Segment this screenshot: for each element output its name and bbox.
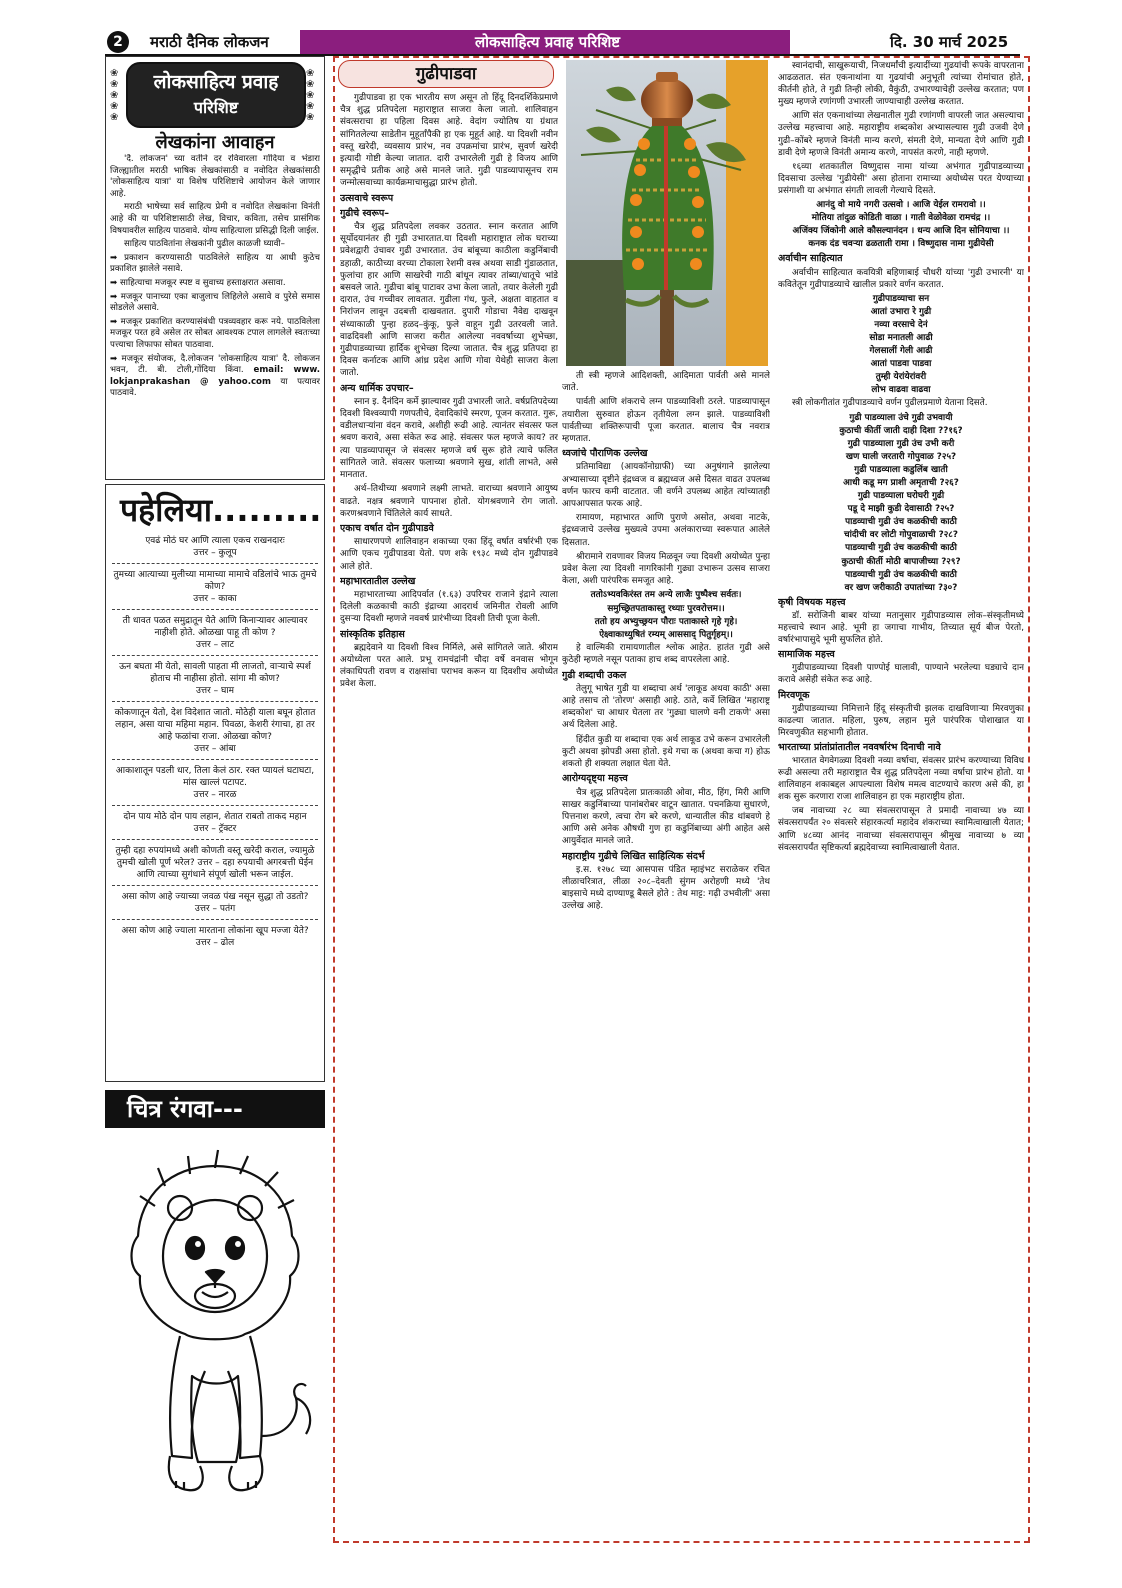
article-paragraph: हे वाल्मिकी रामायणातील श्लोक आहेत. हातंत गुढी असे कुठेही म्हणले नसून पताका हाच शब्द वापरलेला आहे. — [562, 643, 770, 666]
article-paragraph: अर्वाचीन साहित्यात कवयित्री बहिणाबाई चौधरी यांच्या 'गुढी उभारनी' या कवितेतून गुढीपाडव्याचे खालील प्रकारे वर्णन करतात. — [778, 267, 1024, 290]
article-paragraph: चैत्र शुद्ध प्रतिपदेला लवकर उठतात. स्नान करतात आणि सूर्योदयानंतर ही गुढी उभारतात.या दिवशी महाराष्ट्रात लोक घराच्या प्रवेशद्वारी उंचावर गुढी उभारतात. उंच बांबूच्या काठीला कडुनिंबाची डहाळी, काठीच्या वरच्या टोकाला रेशमी वस्त्र अथवा साडी गुंडाळतात, फुलांचा हार आणि साखरेची गाठी बांधून त्यावर तांब्या/धातूचे भांडे बसवले जाते. गुढीचा बांबू पाटावर उभा केला जातो, तयार केलेली गुढी दारात, उंच गच्चीवर लावतात. गुढीला गंध, फुले, अक्षता वाहतात व निरांजन लावून उदबत्ती दाखवतात. दुपारी गोडाचा नैवेद्य दाखवून संध्याकाळी पुन्हा हळद–कुंकू, फुले वाहून गुढी उतरवली जाते. वाढदिवशी आणि साजरा करीत आलेल्या नववर्षाच्या शुभेच्छा, गुढीपाडव्याच्या हार्दिक शुभेच्छा दिल्या जातात. चैत्र शुद्ध प्रतिपदा हा दिवस कर्नाटक आणि आंध्र प्रदेश आणि गोवा येथेही साजरा केला जातो. — [340, 222, 558, 379]
arrow-bullet-icon: ➡ — [110, 316, 118, 327]
section-heading: सांस्कृतिक इतिहास — [340, 628, 405, 640]
verse-line: गुढी पाडव्याला कडुलिंब खाती — [854, 464, 948, 475]
article-paragraph: पार्वती आणि शंकराचे लग्न पाडव्याविशी ठरले. पाडव्यापासून तयारीला सुरुवात होऊन तृतीयेला लग्न झाले. पाडव्याविशी पार्वतीच्या शक्तिरूपाची पूजा करतात. बालाच चैत्र नवरात्र म्हणतात. — [562, 397, 770, 445]
issue-date: दि. 30 मार्च 2025 — [890, 33, 1009, 51]
flourish-right: ❀ ❀ ❀ ❀ ❀ — [306, 68, 315, 123]
article-title: गुढीपाडवा — [338, 60, 554, 88]
riddle-question: असा कोण आहे ज्याच्या जवळ पंख नसून सुद्धा तो उडतो? — [121, 892, 309, 902]
address-block — [110, 354, 320, 400]
verse-line: अजिंक्य जिंकोनी आले कौसल्यानंदन । धन्य आजि दिन सोनियाचा ।। — [792, 226, 1010, 237]
riddle-item — [112, 806, 318, 840]
verse-line: कनक दंड चवऱ्या ढळताती रामा । विष्णुदास नामा गुढीयेसी — [808, 239, 994, 250]
supplement-banner — [126, 62, 306, 128]
verse-line: ततोऽभ्यवकिरंस्त तम अन्ये लाजैः पुष्पैश्च सर्वतः। — [590, 590, 742, 601]
verse-line: आतां पाडवा पाडवा — [870, 359, 932, 370]
riddle-question: तुम्ही दहा रुपयांमध्ये अशी कोणती वस्तू खरेदी कराल, ज्यामुळे तुमची खोली पूर्ण भरेल? उत्तर – दहा रुपयाची अगरबत्ती घेईन आणि त्याच्या सुगंधाने संपूर्ण खोली भरून जाईल. — [115, 846, 315, 880]
arrow-bullet-icon: ➡ — [110, 291, 118, 302]
riddle-question: ती धावत पळत समुद्रातून येते आणि किनाऱ्यावर आल्यावर नाहीशी होते. ओळखा पाहू ती कोण ? — [122, 616, 308, 638]
article-paragraph: डॉ. सरोजिनी बाबर यांच्या मतानुसार गुढीपाडव्यास लोक–संस्कृतीमध्ये महत्त्वाचे स्थान आहे. भूमी हा जगाचा गाभीय, तिच्यात सूर्य बीज पेरतो, वर्षारंभापासुदे भूमी सुफलित होते. — [778, 610, 1024, 646]
riddle-item — [112, 530, 318, 564]
section-heading: एकाच वर्षात दोन गुढीपाडवे — [340, 522, 434, 534]
rule-item — [110, 278, 320, 290]
riddle-question: ऊन बघता मी येतो, सावली पाहता मी लाजतो, वाऱ्याचे स्पर्श होताच मी नाहीसा होतो. सांगा मी कोण? — [119, 662, 311, 684]
article-column-2 — [562, 370, 770, 1538]
verse-line: लोभ वाढवा वाढवा — [871, 385, 931, 396]
verse-line: पाडव्याची गुढी उंच कळकीची काठी — [845, 517, 957, 528]
section-heading: ध्वजांचे पौराणिक उल्लेख — [562, 448, 648, 460]
riddle-answer: उत्तर – ढोल — [195, 938, 235, 948]
riddles-list — [112, 530, 318, 1078]
article-column-3 — [778, 60, 1024, 1538]
verse-line: खण घाली जरतारी गोपुवाळ ?२५? — [845, 451, 957, 462]
riddle-answer: उत्तर – कुलूप — [193, 548, 237, 558]
rule-item — [110, 292, 320, 315]
article-paragraph: स्वानंदाची, साखुरूयाची, निजधर्मांची इत्यादींच्या गुढयांची रूपके वापरताना आढळतात. संत एकनाथांना या गुढयांची अनुभूती त्यांच्या रोमांचात होते, कीर्तनी होते, ते गुढी तिन्ही लोकी, वैकुंठी, उभारण्याचेही उल्लेख करतात; पण मुख्य म्हणजे रणांगणी उभारली जाण्याचाही उल्लेख करतात. — [778, 61, 1024, 108]
article-paragraph: आणि संत एकनाथांच्या लेखनातील गुढी रणांगणी वापरली जात असल्याचा उल्लेख महत्त्वाचा आहे. महाराष्ट्रीय शब्दकोश अभ्यासल्यास गुढी उजवी देणे गुढी–कोंबरे म्हणजे विनंती मान्य करणे, संमती देणे, मान्यता देणे आणि गुढी डावी देणे म्हणजे विनंती अमान्य करणे, नापसंत करणे, नाही म्हणणे. — [778, 111, 1024, 158]
section-heading: अर्वाचीन साहित्यात — [778, 253, 843, 265]
page-number: 2 — [107, 31, 129, 53]
article-paragraph: श्रीरामाने रावणावर विजय मिळवून ज्या दिवशी अयोध्येत पुन्हा प्रवेश केला त्या दिवशी नागरिकांनी गुढ्या उभारून उत्सव साजरा केला, अशी पारंपरिक समजूत आहे. — [562, 551, 770, 587]
article-paragraph: ब्रह्मदेवाने या दिवशी विश्व निर्मिले, असे सांगितले जाते. श्रीराम अयोध्येला परत आले. प्रभू रामचंद्रांनी चौदा वर्षे वनवास भोगून लंकाधिपती रावण व राक्षसांचा पराभव करून या दिवशीच अयोध्येत प्रवेश केला. — [340, 642, 558, 690]
riddle-item — [112, 920, 318, 953]
article-paragraph: चैत्र शुद्ध प्रतिपदेला प्रातःकाळी ओवा, मीठ, हिंग, मिरी आणि साखर कडुनिंबाच्या पानांबरोबर वाटून खातात. पचनक्रिया सुधारणे, पित्तनाश करणे, त्वचा रोग बरे करणे, धान्यातील कीड थांबवणे हे आणि असे अनेक औषधी गुण हा कडुनिंबाच्या अंगी आहेत असे आयुर्वेदात मानले जाते. — [562, 787, 770, 847]
appeal-paragraph: साहित्य पाठवितांना लेखकांनी पुढील काळजी घ्यावी– — [124, 239, 285, 250]
verse-line: आतां उभारा रे गुढी — [870, 306, 932, 317]
email-text[interactable]: email: www. lokjanprakashan @ yahoo.com — [110, 365, 320, 387]
arrow-bullet-icon: ➡ — [110, 252, 118, 263]
paper-name: मराठी दैनिक लोकजन — [150, 33, 269, 51]
banner-subtitle: परिशिष्ट — [193, 98, 239, 117]
article-paragraph: गुढीपाडव्याच्या निमित्ताने हिंदू संस्कृतीची झलक दाखविणाऱ्या मिरवणुका काढल्या जातात. महिला, पुरुष, लहान मुले पारंपरिक पोशाखात या मिरवणुकीत सहभागी होतात. — [778, 703, 1024, 738]
arrow-bullet-icon: ➡ — [110, 277, 118, 288]
riddle-question: कोकणातून येतो, देश विदेशात जातो. मोठेही याला बघून होतात लहान, असा याचा महिमा महान. पिवळा, केशरी रंगाचा, हा तर आहे फळांचा राजा. ओळखा कोण? — [114, 708, 316, 742]
riddle-item — [112, 702, 318, 760]
verse-line: गुढी पाडव्याला उंचे गुढी उभवायी — [849, 412, 953, 423]
verse-line: आधी कडू मग प्राशी अमृताची ?२६? — [843, 478, 959, 488]
section-heading: मिरवणूक — [778, 689, 810, 701]
photo-caption: ती स्त्री म्हणजे आदिशक्ती, आदिमाता पार्वती असे मानले जाते. — [562, 371, 770, 394]
appeal-paragraph: मराठी भाषेच्या सर्व साहित्य प्रेमी व नवोदित लेखकांना विनंती आहे की या परिशिष्टासाठी लेख, विचार, कविता, तसेच प्रासंगिक विषयावरील साहित्य पाठवावे. योग्य साहित्याला प्रसिद्धी दिली जाईल. — [110, 202, 320, 236]
section-heading: भारताच्या प्रांतांप्रांतातील नववर्षारंभ दिनाची नावे — [778, 741, 941, 753]
section-heading: गुढी शब्दाची उकल — [562, 669, 627, 681]
rule-text: प्रकाशन करण्यासाठी पाठविलेले साहित्य या आधी कुठेच प्रकाशित झालेले नसावे. — [110, 252, 320, 275]
riddle-answer: उत्तर – पतंग — [194, 904, 236, 914]
verse-line: गुढीपाडव्याचा सन — [872, 293, 930, 304]
arrow-bullet-icon: ➡ — [110, 353, 118, 364]
riddle-item — [112, 656, 318, 702]
rule-item — [110, 317, 320, 352]
banner-title: लोकसाहित्य प्रवाह — [153, 71, 279, 93]
verse-line: कुठाची कीर्ती जाती दाही दिशा ??१६? — [839, 425, 963, 436]
section-heading: आरोग्यदृष्ट्या महत्त्व — [562, 773, 628, 785]
article-paragraph: तेलुगू भाषेत गुडी या शब्दाचा अर्थ 'लाकूड अथवा काठी' असा आहे तसाच तो 'तोरण' असाही आहे. ठाते, कर्वे लिखित 'महाराष्ट्र शब्दकोश' चा आधार घेतला तर 'गुढ्या घालणे वनी टाकणे' असा अर्थ दिलेला आहे. — [562, 683, 770, 731]
article-column-1 — [340, 92, 558, 1538]
verse-line: पडू दे माझी कुडी देवासाठी ?२५? — [847, 504, 955, 515]
riddle-answer: उत्तर – घाम — [195, 686, 235, 696]
riddle-answer: उत्तर – ट्रॅक्टर — [193, 824, 237, 834]
rule-text: मजकूर प्रकाशित करण्यासंबंधी पत्रव्यवहार करू नये. पाठविलेला मजकूर परत हवे असेल तर सोबत आवश्यक टपाल लागलेले स्वतःच्या पत्त्याचा लिफाफा सोबत पाठवावा. — [110, 316, 320, 350]
riddle-question: तुमच्या आत्याच्या मुलीच्या मामाच्या मामाचे वडिलांचे भाऊ तुमचे कोण? — [113, 570, 317, 592]
riddle-question: आकाशातून पडली धार, तिला केलं ठार. रक्त प्यायलं घटाघटा, मांस खाल्लं पटापट. — [115, 766, 315, 788]
article-paragraph: महाभारताच्या आदिपर्वात (१.६३) उपरिचर राजाने इंद्राने त्याला दिलेली कळकाची काठी इंद्राच्या आदरार्थ जमिनीत रोवली आणि दुसऱ्या दिवशी म्हणजे नववर्ष प्रारंभीच्या दिवशी तिची पूजा केली. — [340, 589, 558, 625]
rule-text: साहित्याचा मजकूर स्पष्ट व सुवाच्य हस्ताक्षरात असावा. — [119, 277, 286, 288]
colouring-title: चित्र रंगवा--- — [105, 1090, 325, 1128]
verse-line: गेलसालीं गेली आढी — [869, 346, 933, 357]
article-paragraph: जब नावाच्या २८ व्या संवत्सरापासून ते प्रमादी नावाच्या ४७ व्या संवत्सरापर्यंत २० संवत्सरे संहारकर्त्या महादेव शंकराच्या स्वामित्वाखाली येतात; आणि ४८व्या आनंद नावाच्या संवत्सरापासून श्रीमुख नावाच्या ७ व्या संवत्सरापर्यंत सृष्टिकर्त्या ब्रह्मदेवाच्या स्वामित्वाखाली येतात. — [778, 806, 1024, 853]
riddle-item — [112, 840, 318, 886]
verse-line: ततो हय अभ्युच्छ्रयन पौराः पताकास्ते गृहे गृहे। — [594, 616, 738, 627]
section-heading: अन्य धार्मिक उपचार– — [340, 382, 414, 394]
section-heading: गुढीचे स्वरूप– — [340, 207, 390, 219]
riddle-answer: उत्तर – आंबा — [194, 744, 236, 754]
article-paragraph: प्रतिमाविद्या (आयकॉनोग्राफी) च्या अनुषंगाने झालेल्या अभ्यासाच्या दृष्टीने इंद्रध्वज व ब्रह्मध्वज असे दिसत वाढत उपलब्ध वर्णन फारच कमी वाटतात. जी वर्णने उपलब्ध आहेत त्यांच्यातही आपआपसात फरक आहे. — [562, 462, 770, 510]
verse-line: आनंदु वो माये नगरी उत्सवो । आजि येईल रामरावो ।। — [816, 200, 986, 211]
address-end: या पत्यावर पाठवावे. — [110, 376, 320, 399]
verse-line: चांदीची वर लोटी गोपुवाळाची ?२८? — [844, 530, 958, 541]
section-heading: उत्सवाचे स्वरूप — [340, 192, 394, 204]
riddle-question: असा कोण आहे ज्याला मारताना लोकांना खूप मज्जा येते? — [121, 926, 309, 936]
article-paragraph: रामायण, महाभारत आणि पुराणे असोत, अथवा नाटके, इंद्रध्वजाचे उल्लेख मुख्यत्वे उपमा अलंकाराच्या स्वरूपात आलेले दिसतात. — [562, 513, 770, 548]
article-paragraph: गुढीपाडवा हा एक भारतीय सण असून तो हिंदू दिनदर्शिकेप्रमाणे चैत्र शुद्ध प्रतिपदेला महाराष्ट्रात साजरा केला जातो. शालिवाहन संवत्सराचा हा पहिला दिवस आहे. वेदांग ज्योतिष या ग्रंथात सांगितलेल्या साडेतीन मुहूर्तांपैकी हा एक मुहूर्त आहे. या दिवशी नवीन वस्तू खरेदी, व्यवसाय प्रारंभ, नव उपक्रमांचा प्रारंभ, सुवर्ण खरेदी इत्यादी गोष्टी केल्या जातात. दारी उभारलेली गुढी हे विजय आणि समृद्धीचे प्रतीक आहे असे मानले जाते. गुढी पाडव्यापासूनच राम जन्मोत्सवाच्या कार्यक्रमाचासुद्धा प्रारंभ होतो. — [340, 93, 558, 189]
riddle-answer: उत्तर – काका — [193, 594, 237, 604]
article-paragraph: गुढीपाडव्याच्या दिवशी पाण्पोई घालावी, पाण्याने भरलेल्या घड्याचे दान करावे असेही संकेत रूढ आहे. — [778, 663, 1024, 686]
section-heading: सामाजिक महत्त्व — [778, 649, 835, 661]
appeal-paragraph: 'दै. लोकजन' च्या वतीने दर रविवारला गोंदिया व भंडारा जिल्ह्यातील मराठी भाषिक लेखकांसाठी व नवोदित लेखकांसाठी 'लोकसाहित्य यात्रा' या विशेष परिशिष्टाचे आयोजन केले जाणार आहे. — [110, 154, 320, 199]
flourish-left: ❀ ❀ ❀ ❀ ❀ — [110, 68, 119, 123]
section-heading: महाराष्ट्रीय गुढीचे लिखित साहित्यिक संदर्भ — [562, 850, 705, 862]
verse-line: समुच्छ्रितपताकास्तु रथ्याः पुरवरोत्तम।। — [607, 603, 725, 614]
article-paragraph: १६व्या शतकातील विष्णुदास नामा यांच्या अभंगात गुढीपाडव्याच्या दिवसाचा उल्लेख 'गुढीयेसी' असा होताना रामाच्या अयोध्येस परत येण्याच्या प्रसंगाशी या अभंगात संगती लावली गेल्याचे दिसते. — [778, 161, 1024, 196]
address-text: मजकूर संयोजक, दै.लोकजन 'लोकसाहित्य यात्रा' दै. लोकजन भवन, टी. बी. टोली,गोंदिया किंवा. — [110, 353, 320, 376]
gudi-photo — [566, 60, 768, 366]
riddles-title: पहेलिया......... — [120, 491, 322, 529]
supplement-band: लोकसाहित्य प्रवाह परिशिष्ट — [300, 30, 790, 54]
verse-line: कुठाची कीर्ती मोठी बापाजीच्या ?२९? — [841, 556, 961, 567]
verse-line: गुढी पाडव्याला गुढी उंच उभी करी — [847, 438, 955, 449]
riddle-answer: उत्तर – लाट — [195, 640, 235, 650]
verse-line: नव्या वरसाचे देनं — [874, 319, 928, 330]
verse-line: गुढी पाडव्याला घरोघरी गुढी — [857, 491, 945, 502]
article-paragraph: स्नान इ. दैनंदिन कर्मे झाल्यावर गुढी उभारली जाते. वर्षप्रतिपदेच्या दिवशी विश्वव्यापी गणपतीचे, देवादिकांचे स्मरण, पूजन करतात. गुरू, वडीलधाऱ्यांना वंदन करावे, अशीही रूढी आहे. त्यानंतर संवत्सर फल श्रवण करावे, असा संकेत रूढ आहे. संवत्सर फल म्हणजे काय? तर त्या पाडव्यापासून जे संवत्सर म्हणजे वर्ष सुरू होते त्याचे फलित सांगितले जाते. संवत्सर फलाच्या श्रवणाने सुख, शांती लाभते, असे मानतात. — [340, 396, 558, 481]
rule-text: मजकूर पानाच्या एका बाजुलाच लिहिलेले असावे व पुरेसे समास सोडलेले असावे. — [110, 291, 320, 314]
verse-line: ऐक्ष्वाकाध्युषितं रम्यम् आससाद् पितुर्गृहम्।। — [599, 630, 733, 641]
riddle-question: दोन पाय मोठे दोन पाय लहान, शेतात राबतो ताकद महान — [123, 812, 307, 822]
verse-line: मोतिया तांदुळ कोडिती वाळा । गाती वेळोवेळा रामचंद्र ।। — [811, 213, 991, 224]
riddle-question: एवढं मोठं घर आणि त्याला एकच राखनदारः — [145, 536, 285, 546]
section-heading: महाभारतातील उल्लेख — [340, 575, 416, 587]
lion-illustration — [110, 1136, 320, 1536]
verse-line: वर खण जरीकाठी उपातांच्या ?३०? — [844, 582, 958, 593]
appeal-title: लेखकांना आवाहन — [155, 132, 275, 153]
verse-line: पाडव्याची गुढी उंच कळकीची काठी — [845, 569, 957, 580]
riddle-answer: उत्तर – नारळ — [193, 790, 237, 800]
article-paragraph: स्त्री लोकगीतांत गुढीपाडव्याचे वर्णन पुढीलप्रमाणे येताना दिसते. — [792, 398, 988, 409]
article-paragraph: साधारणपणे शालिवाहन शकाच्या एका हिंदू वर्षात वर्षारंभी एक आणि एकच गुढीपाडवा येतो. पण शके १९३८ मध्ये दोन गुढीपाडवे आले होते. — [340, 537, 558, 572]
verse-line: तुम्ही येरांयेरांवरी — [875, 372, 927, 383]
riddle-item — [112, 886, 318, 920]
appeal-text — [110, 154, 320, 476]
verse-line: सोडा मनातली आढी — [869, 332, 933, 343]
rule-item — [110, 253, 320, 276]
section-heading: कृषी विषयक महत्त्व — [778, 596, 846, 608]
article-paragraph: भारतात वेगवेगळ्या दिवशी नव्या वर्षाचा, संवत्सर प्रारंभ करण्याच्या विविध रूढी असल्या तरी महाराष्ट्रात चैत्र शुद्ध प्रतिपदेला नव्या वर्षाचा प्रारंभ होतो. या शालिवाहन शकाबद्दल आपल्याला विशेष ममत्व वाटण्याचे कारण असे की, हा शक सुरू करणारा राजा शालिवाहन हा एक महाराष्ट्रीय होता. — [778, 755, 1024, 803]
verse-line: पाडव्याची गुढी उंच कळकीची काठी — [845, 543, 957, 554]
riddle-item — [112, 760, 318, 806]
riddle-item — [112, 564, 318, 610]
article-paragraph: इ.स. १२७८ च्या आसपास पंडित म्हाइंभट सराळेकर रचित लीळाचरित्रात, लीळा २०८–देवती सुंगम अरोहणी मध्ये 'तेथ बाइसाचे मध्ये दाण्याण्डू बैसले होते : तेथ माट्ट: गढ़ी उभवीली' असा उल्लेख आहे. — [562, 864, 770, 912]
article-paragraph: अर्थ–तिथीच्या श्रवणाने लक्ष्मी लाभते. वाराच्या श्रवणाने आयुष्य वाढते. नक्षत्र श्रवणाने पापनाश होतो. योगश्रवणाने रोग जातो. करणश्रवणाने चिंतिलेले कार्य साधते. — [340, 484, 558, 519]
page-header — [0, 0, 1122, 51]
riddle-item — [112, 610, 318, 656]
article-paragraph: हिंदीत कुडी या शब्दाचा एक अर्थ लाकूड उभे करून उभारलेली कुटी अथवा झोपडी असा होतो. इथे गचा क (अथवा कचा ग) होऊ शकतो ही शक्यता लक्षात घेता येते. — [562, 734, 770, 770]
